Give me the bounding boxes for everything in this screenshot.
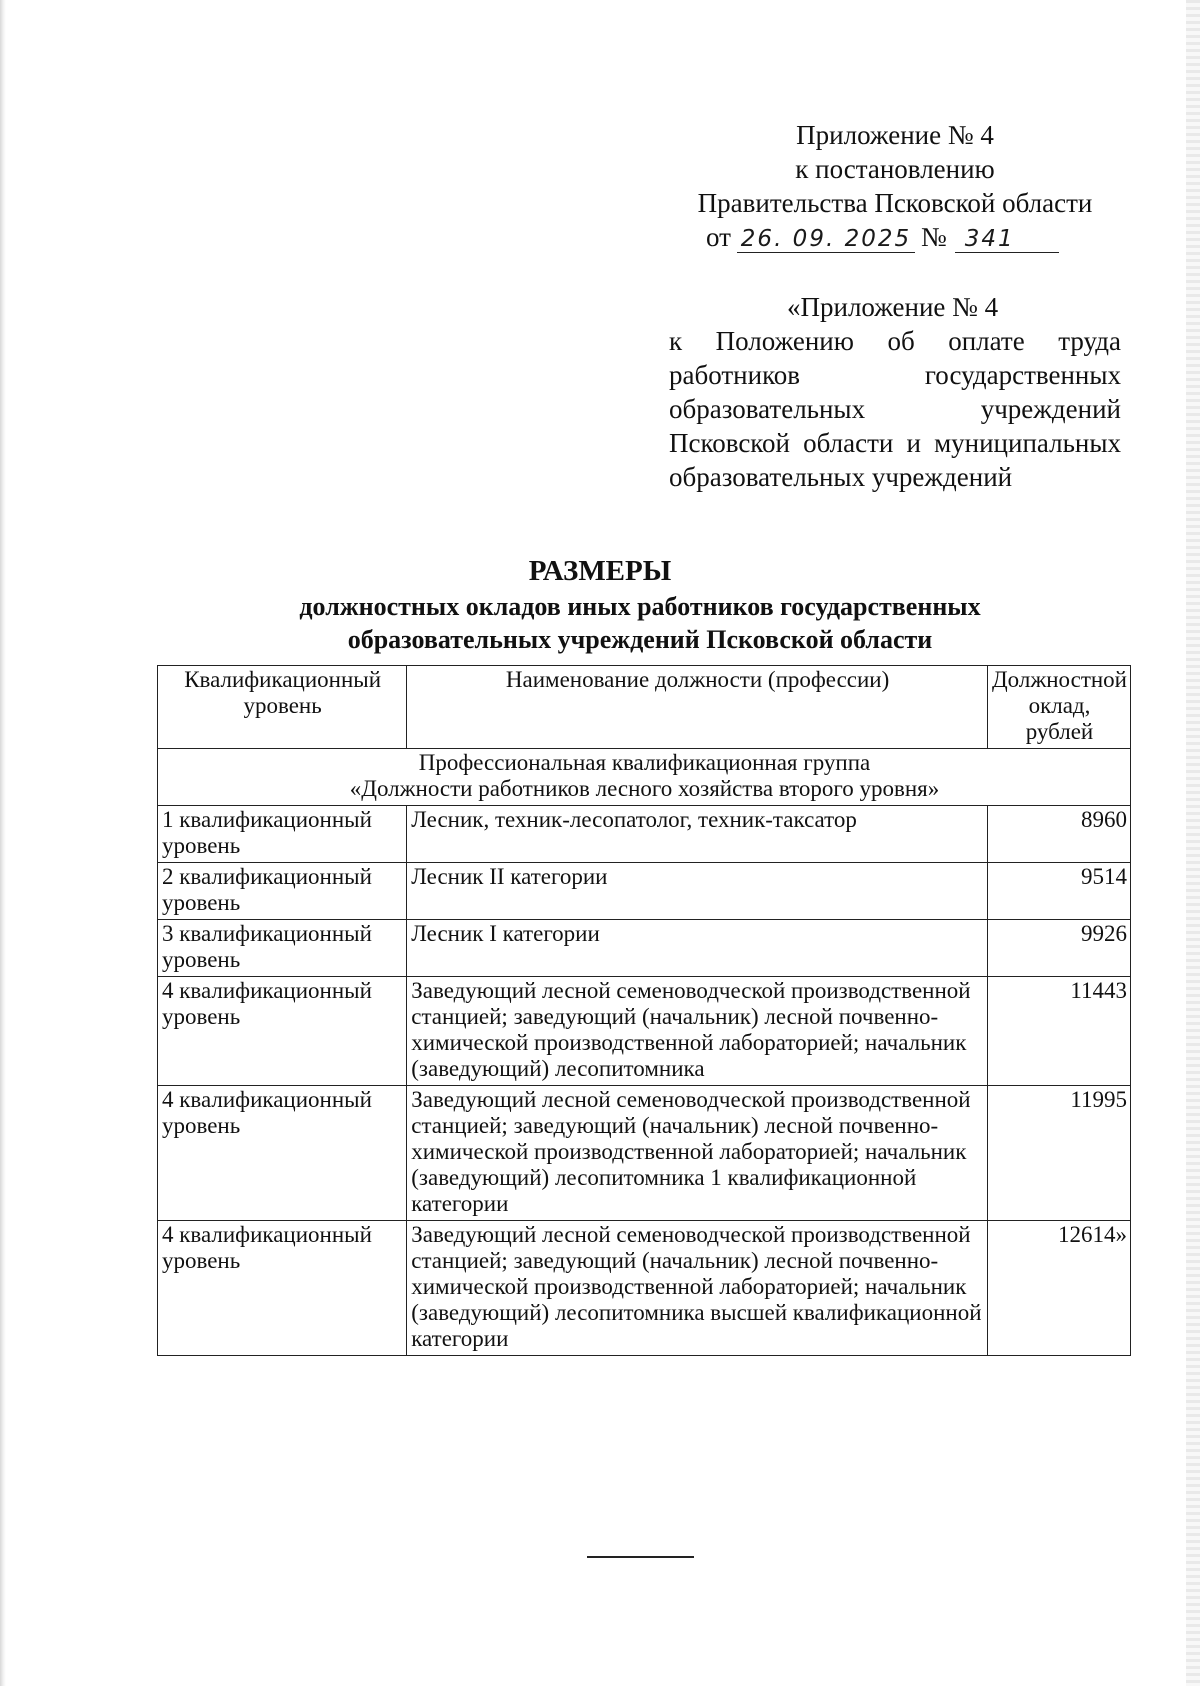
number-prefix: № <box>920 222 947 252</box>
cell-salary: 11995 <box>987 1086 1130 1221</box>
cell-salary: 11443 <box>987 977 1130 1086</box>
header-line-3: Правительства Псковской области <box>697 188 1093 218</box>
annex-header <box>669 290 1121 494</box>
header-date-line <box>670 220 1120 254</box>
group-heading-line-1: Профессиональная квалификационная группа <box>418 750 871 775</box>
handwritten-date: 26. 09. 2025 <box>737 226 915 253</box>
cell-position: Лесник, техник-лесопатолог, техник-таксатор <box>407 806 988 863</box>
document-title: РАЗМЕРЫ <box>528 555 672 587</box>
cell-salary: 12614» <box>987 1221 1130 1356</box>
table-row <box>158 863 1131 920</box>
header-level: Квалификационный уровень <box>158 666 407 749</box>
group-row <box>158 749 1131 806</box>
header-line-2: к постановлению <box>795 154 995 184</box>
scan-edge-right <box>1186 0 1200 1686</box>
group-heading <box>158 749 1131 806</box>
handwritten-number: 341 <box>955 226 1059 253</box>
cell-salary: 9926 <box>987 920 1130 977</box>
table-row <box>158 920 1131 977</box>
cell-salary: 8960 <box>987 806 1130 863</box>
group-heading-line-2: «Должности работников лесного хозяйства второго уровня» <box>349 776 940 801</box>
cell-level: 1 квалификационный уровень <box>158 806 407 863</box>
header-position: Наименование должности (профессии) <box>407 666 988 749</box>
date-prefix: от <box>706 222 731 252</box>
annex-text: к Положению об оплате труда работников государственных образовательных учреждений Псковской области и муниципальных образовательных учреждений <box>669 326 1121 492</box>
salary-table <box>157 665 1131 1356</box>
cell-position: Заведующий лесной семеноводческой производственной станцией; заведующий (начальник) лесной почвенно-химической производственной лабораторией; начальник (заведующий) лесопитомника <box>407 977 988 1086</box>
footer-divider <box>587 1556 694 1558</box>
cell-level: 4 квалификационный уровень <box>158 1086 407 1221</box>
annex-title: «Приложение № 4 <box>787 292 999 322</box>
cell-level: 2 квалификационный уровень <box>158 863 407 920</box>
cell-level: 4 квалификационный уровень <box>158 1221 407 1356</box>
cell-level: 3 квалификационный уровень <box>158 920 407 977</box>
table-header-row <box>158 666 1131 749</box>
subtitle-line-2: образовательных учреждений Псковской области <box>347 625 933 654</box>
cell-level: 4 квалификационный уровень <box>158 977 407 1086</box>
header-salary: Должностной оклад, рублей <box>987 666 1130 749</box>
header-line-1: Приложение № 4 <box>796 120 994 150</box>
table-row <box>158 1221 1131 1356</box>
cell-position: Заведующий лесной семеноводческой производственной станцией; заведующий (начальник) лесной почвенно-химической производственной лабораторией; начальник (заведующий) лесопитомника 1 квалификационной категории <box>407 1086 988 1221</box>
resolution-header <box>670 118 1120 254</box>
table-row <box>158 977 1131 1086</box>
cell-position: Лесник I категории <box>407 920 988 977</box>
cell-position: Лесник II категории <box>407 863 988 920</box>
cell-salary: 9514 <box>987 863 1130 920</box>
subtitle-line-1: должностных окладов иных работников государственных <box>299 592 981 621</box>
cell-position: Заведующий лесной семеноводческой производственной станцией; заведующий (начальник) лесной почвенно-химической производственной лабораторией; начальник (заведующий) лесопитомника высшей квалификационной категории <box>407 1221 988 1356</box>
table-row <box>158 1086 1131 1221</box>
table-row <box>158 806 1131 863</box>
scan-edge-left <box>0 0 6 1686</box>
document-subtitle <box>200 590 1080 656</box>
